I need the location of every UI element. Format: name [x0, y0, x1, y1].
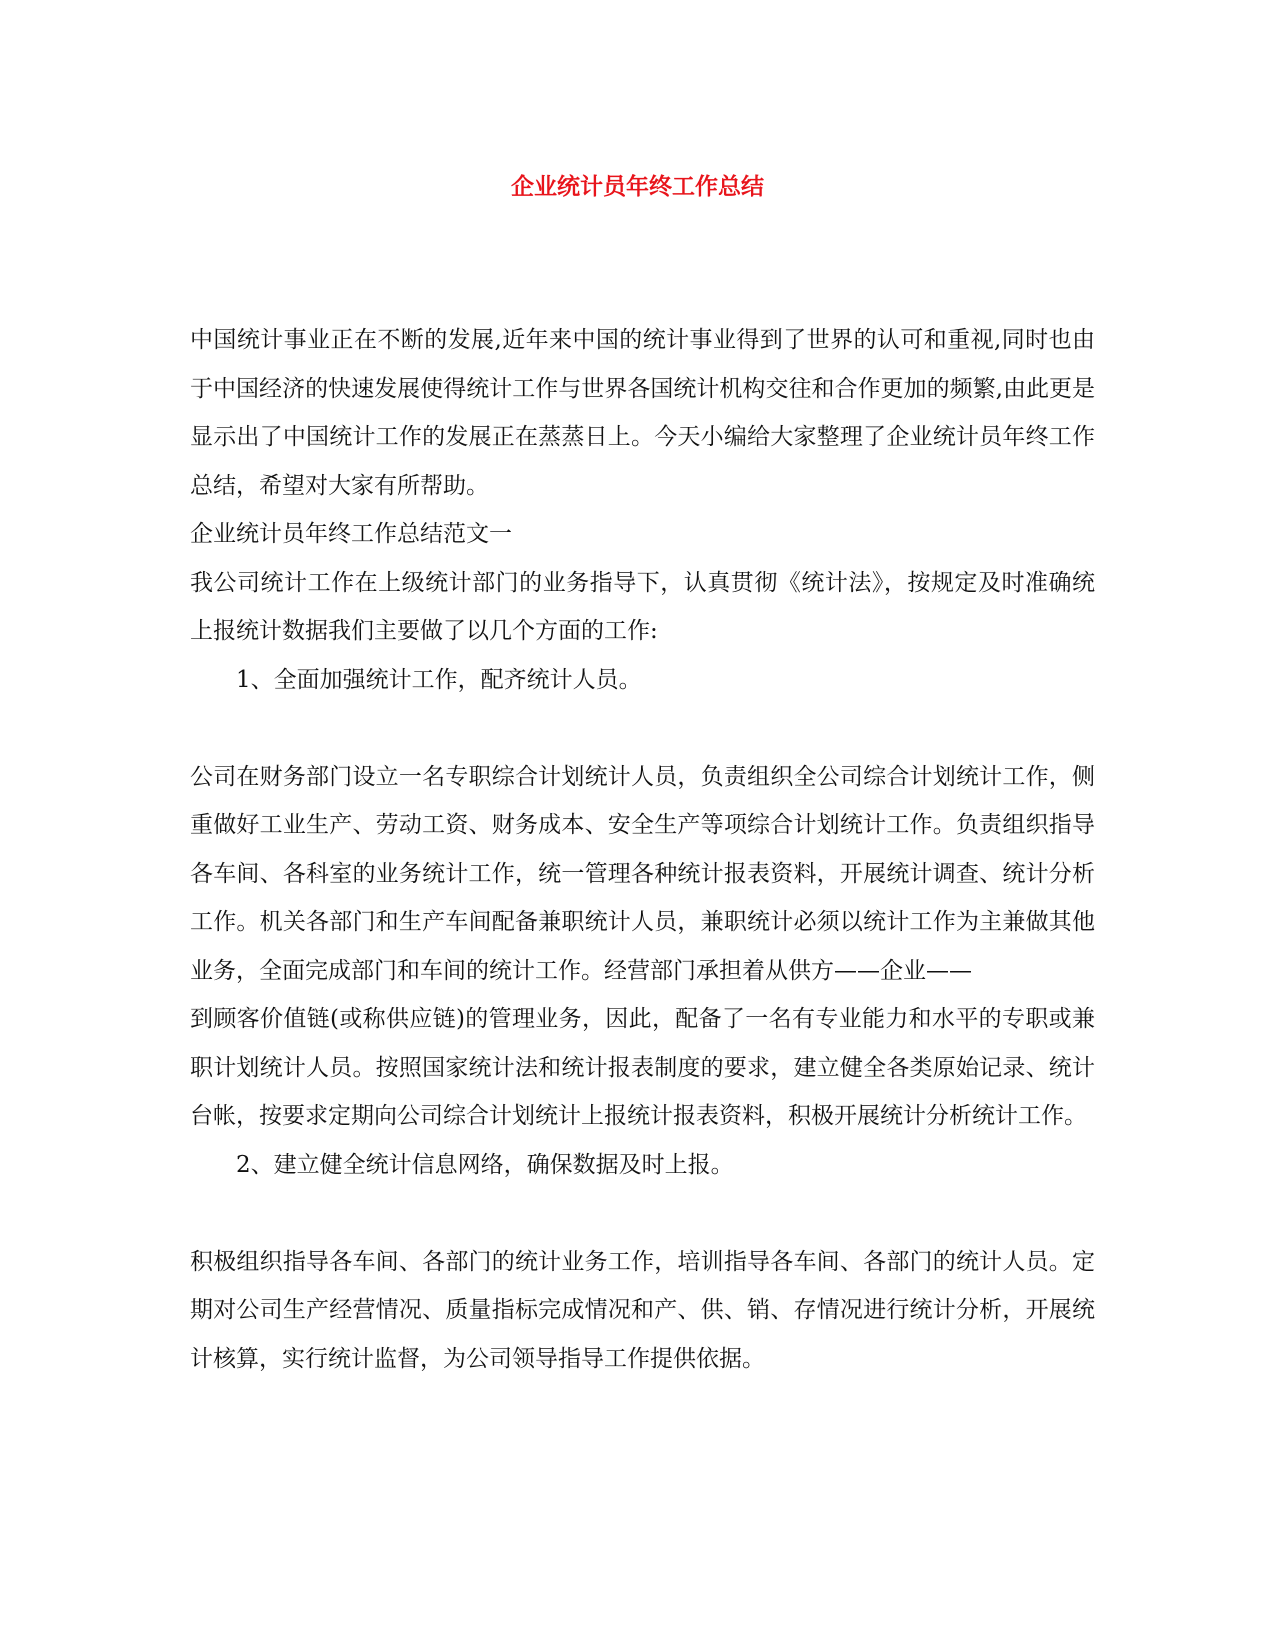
section-heading: 企业统计员年终工作总结范文一	[190, 521, 512, 547]
document-title: 企业统计员年终工作总结	[511, 173, 764, 200]
item-2-heading: 2、建立健全统计信息网络，确保数据及时上报。	[236, 1151, 734, 1178]
item-1-body-paragraph: 公司在财务部门设立一名专职综合计划统计人员，负责组织全公司综合计划统计工作，侧重做好工业生产、劳动工资、财务成本、安全生产等项综合计划统计工作。负责组织指导各车间、各科室的业务统计工作，统一管理各种统计报表资料，开展统计调查、统计分析工作。机关各部门和生产车间配备兼职统计人员，兼职统计必须以统计工作为主兼做其他业务，全面完成部门和车间的统计工作。经营部门承担着从供方——企业——	[190, 763, 1095, 984]
blank-line	[190, 704, 1095, 753]
item-2-body-paragraph: 积极组织指导各车间、各部门的统计业务工作，培训指导各车间、各部门的统计人员。定期对公司生产经营情况、质量指标完成情况和产、供、销、存情况进行统计分析，开展统计核算，实行统计监督，为公司领导指导工作提供依据。	[190, 1248, 1095, 1372]
item-1-body-continuation: 到顾客价值链(或称供应链)的管理业务，因此，配备了一名有专业能力和水平的专职或兼职计划统计人员。按照国家统计法和统计报表制度的要求，建立健全各类原始记录、统计台帐，按要求定期向公司综合计划统计上报统计报表资料，积极开展统计分析统计工作。	[190, 1006, 1095, 1129]
document-body	[190, 316, 1095, 1383]
blank-line	[190, 1189, 1095, 1238]
intro-paragraph: 中国统计事业正在不断的发展,近年来中国的统计事业得到了世界的认可和重视,同时也由于中国经济的快速发展使得统计工作与世界各国统计机构交往和合作更加的频繁,由此更是显示出了中国统计工作的发展正在蒸蒸日上。今天小编给大家整理了企业统计员年终工作总结，希望对大家有所帮助。	[190, 327, 1095, 499]
section-intro-paragraph: 我公司统计工作在上级统计部门的业务指导下，认真贯彻《统计法》，按规定及时准确统上报统计数据我们主要做了以几个方面的工作:	[190, 569, 1095, 644]
item-1-heading: 1、全面加强统计工作，配齐统计人员。	[236, 666, 642, 693]
